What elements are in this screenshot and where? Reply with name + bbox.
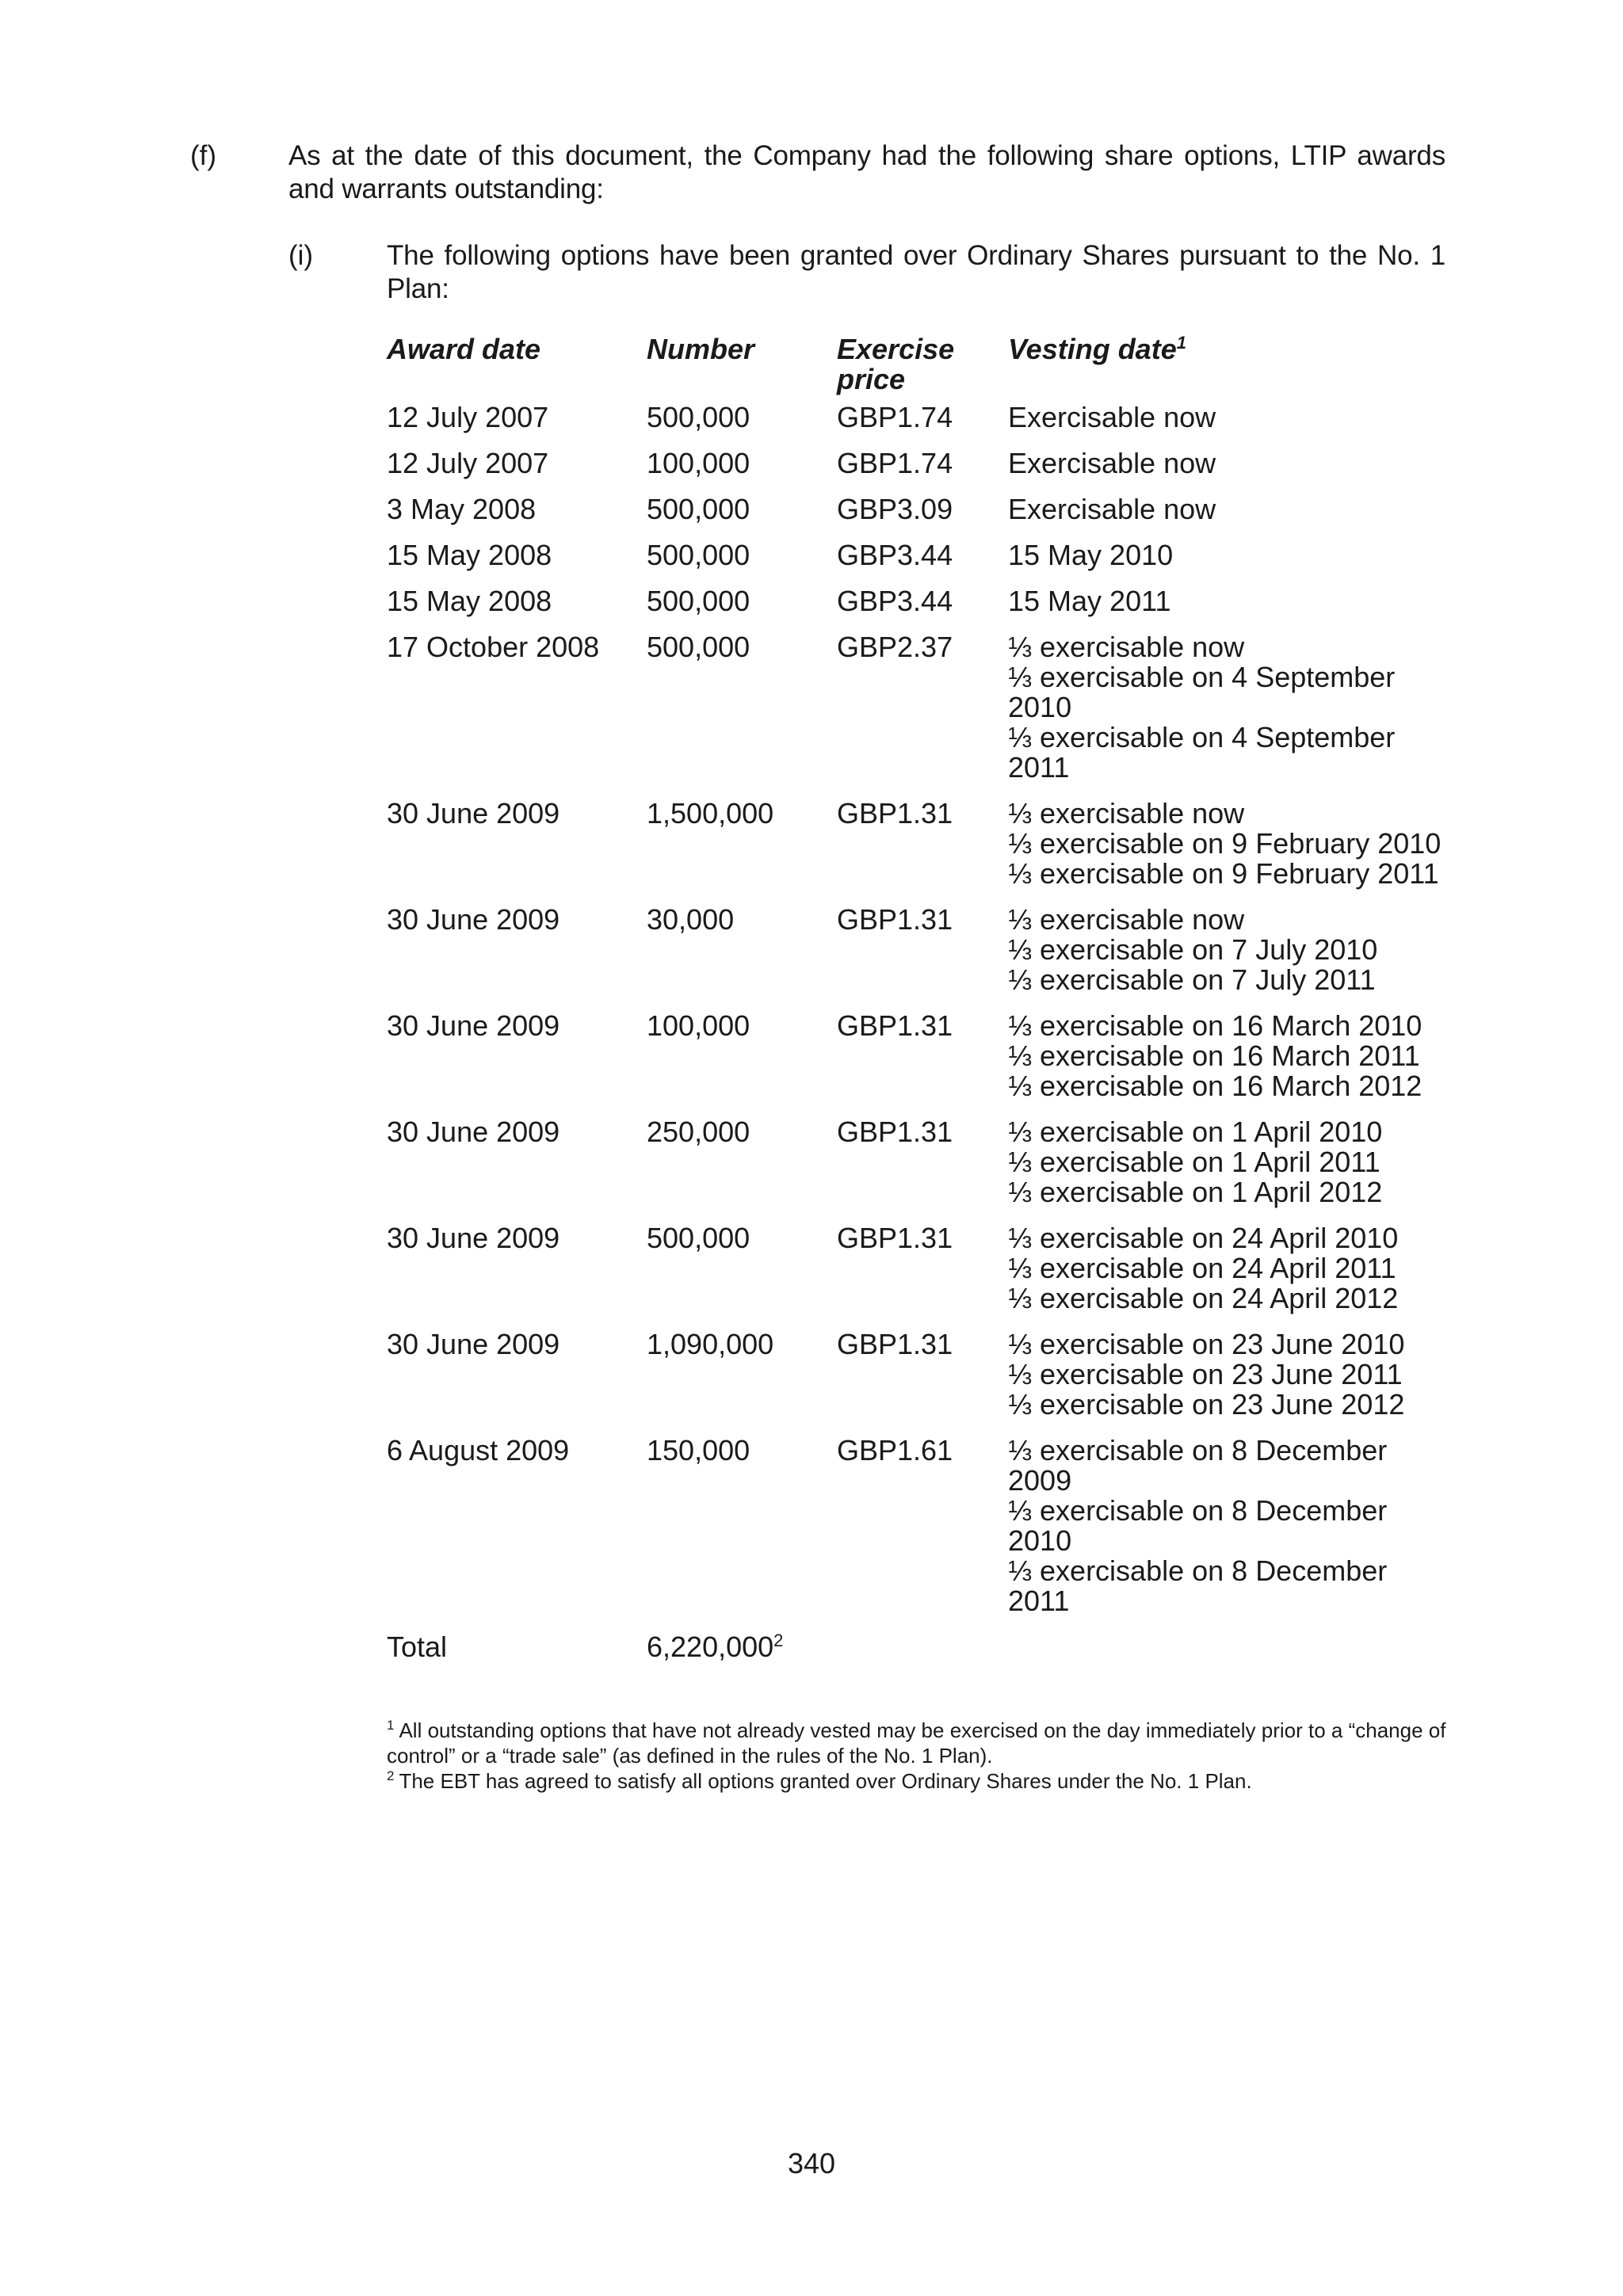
vesting-line: 15 May 2010 <box>1008 539 1174 571</box>
vesting-line: ⅓ exercisable now <box>1008 903 1245 936</box>
table-row <box>387 494 1449 540</box>
total-number-cell <box>647 1632 837 1678</box>
award-date-cell: 12 July 2007 <box>387 447 549 479</box>
vesting-date-cell <box>1008 448 1449 494</box>
number-cell: 1,090,000 <box>647 1328 774 1360</box>
header-award-date: Award date <box>387 333 541 365</box>
number-cell: 500,000 <box>647 585 750 617</box>
footnote-2 <box>387 1768 1449 1794</box>
vesting-line: ⅓ exercisable on 23 June 2010 <box>1008 1328 1405 1360</box>
number-cell: 1,500,000 <box>647 797 774 830</box>
table-row <box>387 586 1449 632</box>
vesting-date-cell <box>1008 494 1449 540</box>
table-row <box>387 1117 1449 1223</box>
award-date-cell: 15 May 2008 <box>387 539 552 571</box>
vesting-date-cell <box>1008 1223 1449 1329</box>
exercise-price-cell: GBP1.61 <box>837 1434 953 1466</box>
exercise-price-cell: GBP1.74 <box>837 447 953 479</box>
number-cell: 500,000 <box>647 493 750 525</box>
vesting-date-cell <box>1008 402 1449 448</box>
section-f-paragraph: As at the date of this document, the Company had the following share options, LTIP awards and warrants outstanding: <box>288 140 1445 204</box>
award-date-cell: 30 June 2009 <box>387 797 560 830</box>
vesting-line: ⅓ exercisable on 9 February 2011 <box>1008 857 1439 890</box>
award-date-cell: 3 May 2008 <box>387 493 537 525</box>
award-date-cell: 15 May 2008 <box>387 585 552 617</box>
vesting-date-cell <box>1008 1436 1449 1632</box>
section-f-marker: (f) <box>190 140 217 171</box>
award-date-cell: 12 July 2007 <box>387 401 549 433</box>
vesting-line: ⅓ exercisable on 16 March 2012 <box>1008 1070 1423 1102</box>
table-row <box>387 632 1449 799</box>
vesting-line: Exercisable now <box>1008 493 1216 525</box>
total-number: 6,220,000 <box>647 1630 774 1663</box>
vesting-line: ⅓ exercisable on 4 September 2010 <box>1008 661 1396 723</box>
header-vesting-date <box>1008 334 1449 402</box>
award-date-cell: 30 June 2009 <box>387 1009 560 1042</box>
award-date-cell: 30 June 2009 <box>387 1328 560 1360</box>
vesting-line: ⅓ exercisable on 8 December 2010 <box>1008 1494 1388 1557</box>
exercise-price-cell: GBP1.31 <box>837 903 953 936</box>
vesting-date-cell <box>1008 1117 1449 1223</box>
vesting-line: ⅓ exercisable on 7 July 2011 <box>1008 963 1376 996</box>
table-row <box>387 448 1449 494</box>
number-cell: 30,000 <box>647 903 735 936</box>
table-row <box>387 402 1449 448</box>
footnote-2-text: The EBT has agreed to satisfy all options granted over Ordinary Shares under the No. 1 Plan. <box>399 1769 1252 1793</box>
footnote-1 <box>387 1718 1449 1768</box>
table-header-row <box>387 334 1449 402</box>
vesting-line: ⅓ exercisable now <box>1008 631 1245 663</box>
number-cell: 100,000 <box>647 447 750 479</box>
table-row <box>387 905 1449 1011</box>
vesting-line: ⅓ exercisable on 9 February 2010 <box>1008 827 1442 860</box>
table-row <box>387 799 1449 905</box>
table-row <box>387 1329 1449 1436</box>
footnote-2-mark: 2 <box>387 1768 395 1784</box>
header-number: Number <box>647 333 755 365</box>
vesting-line: ⅓ exercisable on 8 December 2009 <box>1008 1434 1388 1497</box>
page-number: 340 <box>787 2147 836 2180</box>
total-empty-cell <box>837 1632 1008 1678</box>
footnotes <box>387 1718 1449 1794</box>
award-date-cell: 6 August 2009 <box>387 1434 570 1466</box>
total-footnote-mark: 2 <box>773 1630 784 1650</box>
exercise-price-cell: GBP1.74 <box>837 401 953 433</box>
vesting-date-cell <box>1008 799 1449 905</box>
vesting-line: ⅓ exercisable on 1 April 2010 <box>1008 1116 1383 1148</box>
total-empty-cell <box>1008 1632 1449 1678</box>
vesting-date-cell <box>1008 1329 1449 1436</box>
total-label: Total <box>387 1630 448 1663</box>
award-date-cell: 30 June 2009 <box>387 1222 560 1254</box>
vesting-line: ⅓ exercisable on 1 April 2011 <box>1008 1146 1381 1178</box>
vesting-line: ⅓ exercisable on 24 April 2011 <box>1008 1252 1396 1284</box>
vesting-date-cell <box>1008 905 1449 1011</box>
vesting-line: ⅓ exercisable now <box>1008 797 1245 830</box>
exercise-price-cell: GBP2.37 <box>837 631 953 663</box>
vesting-line: ⅓ exercisable on 24 April 2010 <box>1008 1222 1399 1254</box>
number-cell: 250,000 <box>647 1116 750 1148</box>
vesting-line: ⅓ exercisable on 23 June 2011 <box>1008 1358 1403 1390</box>
vesting-line: ⅓ exercisable on 7 July 2010 <box>1008 933 1378 966</box>
header-vesting-footnote-mark: 1 <box>1176 333 1186 353</box>
vesting-date-cell <box>1008 586 1449 632</box>
award-date-cell: 30 June 2009 <box>387 1116 560 1148</box>
header-exercise-price: Exercise price <box>837 333 955 395</box>
vesting-date-cell <box>1008 1011 1449 1117</box>
number-cell: 500,000 <box>647 631 750 663</box>
table-row <box>387 540 1449 586</box>
share-options-table <box>387 334 1449 1678</box>
exercise-price-cell: GBP1.31 <box>837 1116 953 1148</box>
exercise-price-cell: GBP1.31 <box>837 1328 953 1360</box>
number-cell: 100,000 <box>647 1009 750 1042</box>
number-cell: 150,000 <box>647 1434 750 1466</box>
number-cell: 500,000 <box>647 401 750 433</box>
award-date-cell: 17 October 2008 <box>387 631 600 663</box>
header-vesting-date-label: Vesting date <box>1008 333 1177 365</box>
table-total-row <box>387 1632 1449 1678</box>
vesting-line: ⅓ exercisable on 4 September 2011 <box>1008 721 1396 784</box>
table-row <box>387 1436 1449 1632</box>
vesting-line: ⅓ exercisable on 24 April 2012 <box>1008 1282 1399 1314</box>
table-row <box>387 1011 1449 1117</box>
number-cell: 500,000 <box>647 539 750 571</box>
vesting-line: Exercisable now <box>1008 447 1216 479</box>
vesting-date-cell <box>1008 540 1449 586</box>
vesting-line: ⅓ exercisable on 16 March 2011 <box>1008 1039 1420 1072</box>
table-row <box>387 1223 1449 1329</box>
section-i-paragraph: The following options have been granted over Ordinary Shares pursuant to the No. 1 Plan: <box>387 240 1445 304</box>
exercise-price-cell: GBP1.31 <box>837 797 953 830</box>
footnote-1-mark: 1 <box>387 1718 395 1733</box>
exercise-price-cell: GBP1.31 <box>837 1222 953 1254</box>
section-i-marker: (i) <box>288 240 314 271</box>
vesting-line: 15 May 2011 <box>1008 585 1171 617</box>
exercise-price-cell: GBP3.44 <box>837 585 953 617</box>
award-date-cell: 30 June 2009 <box>387 903 560 936</box>
vesting-date-cell <box>1008 632 1449 799</box>
vesting-line: Exercisable now <box>1008 401 1216 433</box>
vesting-line: ⅓ exercisable on 16 March 2010 <box>1008 1009 1423 1042</box>
exercise-price-cell: GBP3.09 <box>837 493 953 525</box>
footnote-1-text: All outstanding options that have not already vested may be exercised on the day immediately prior to a “change of control” or a “trade sale” (as defined in the rules of the No. 1 Plan). <box>387 1718 1446 1768</box>
vesting-line: ⅓ exercisable on 8 December 2011 <box>1008 1554 1388 1617</box>
exercise-price-cell: GBP3.44 <box>837 539 953 571</box>
number-cell: 500,000 <box>647 1222 750 1254</box>
vesting-line: ⅓ exercisable on 1 April 2012 <box>1008 1176 1383 1208</box>
table-body <box>387 402 1449 1632</box>
exercise-price-cell: GBP1.31 <box>837 1009 953 1042</box>
vesting-line: ⅓ exercisable on 23 June 2012 <box>1008 1388 1405 1421</box>
